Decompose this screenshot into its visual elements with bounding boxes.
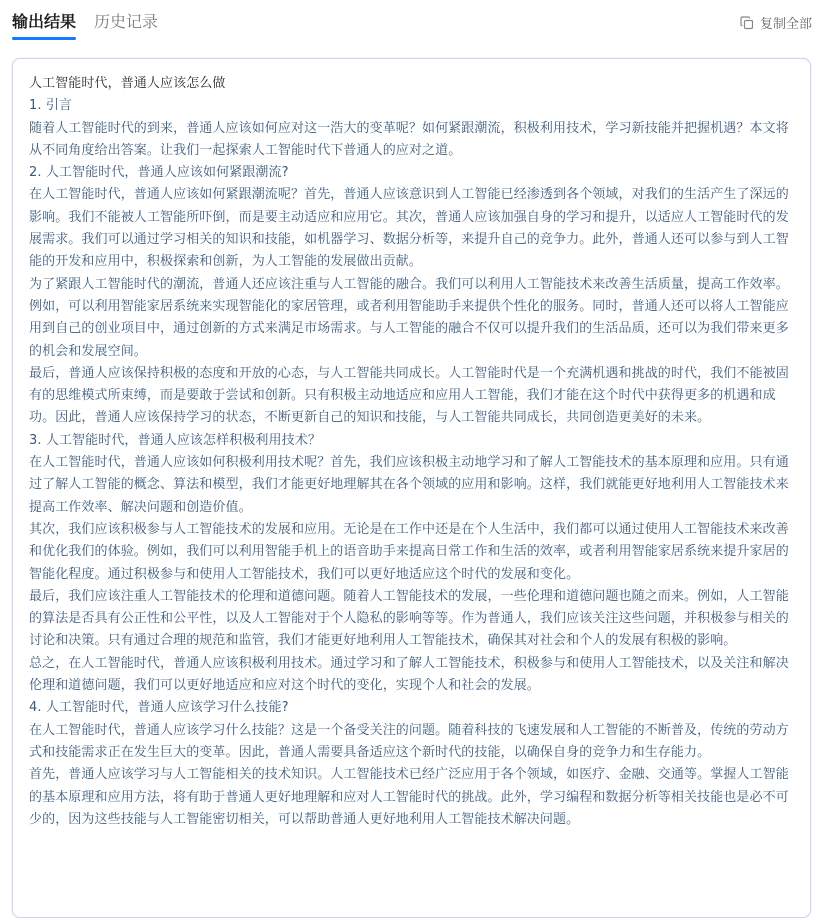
output-line: 1. 引言 (29, 98, 73, 114)
output-line: 最后，普通人应该保持积极的态度和开放的心态，与人工智能共同成长。人工智能时代是一个充满机遇和挑战的时代，我们不能被固有的思维模式所束缚，而是要敢于尝试和创新。只有积极主动地适应和应用人工智能，我们才能在这个时代中获得更多的机遇和成功。因此，普通人应该保持学习的状态，不断更新自己的知识和技能，与人工智能共同成长，共同创造更美好的未来。 (29, 365, 789, 426)
output-line: 2. 人工智能时代，普通人应该如何紧跟潮流? (29, 165, 289, 181)
output-line: 总之，在人工智能时代，普通人应该积极利用技术。通过学习和了解人工智能技术，积极参与和使用人工智能技术，以及关注和解决伦理和道德问题，我们可以更好地适应和应对这个时代的变化，实现个人和社会的发展。 (29, 655, 789, 694)
copy-all-label: 复制全部 (759, 17, 812, 32)
output-line: 最后，我们应该注重人工智能技术的伦理和道德问题。随着人工智能技术的发展，一些伦理和道德问题也随之而来。例如，人工智能的算法是否具有公正性和公平性，以及人工智能对于个人隐私的影响等等。作为普通人，我们应该关注这些问题，并积极参与相关的讨论和决策。只有通过合理的规范和监管，我们才能更好地利用人工智能技术，确保其对社会和个人的发展有积极的影响。 (29, 588, 789, 649)
tab-output-result[interactable]: 输出结果 (12, 10, 76, 34)
output-text (13, 59, 810, 831)
output-line: 4. 人工智能时代，普通人应该学习什么技能? (29, 700, 289, 716)
output-line: 在人工智能时代，普通人应该学习什么技能？这是一个备受关注的问题。随着科技的飞速发展和人工智能的不断普及，传统的劳动方式和技能需求正在发生巨大的变革。因此，普通人需要具备适应这个新时代的技能，以确保自身的竞争力和生存能力。 (29, 722, 789, 760)
output-line: 3. 人工智能时代，普通人应该怎样积极利用技术？ (29, 432, 321, 448)
result-tabs (12, 10, 158, 40)
output-panel (12, 58, 811, 918)
output-line: 其次，我们应该积极参与人工智能技术的发展和应用。无论是在工作中还是在个人生活中，我们都可以通过使用人工智能技术来改善和优化我们的体验。例如，我们可以利用智能手机上的语音助手来提高日常工作和生活的效率，或者利用智能家居系统来提升家居的智能化程度。通过积极参与和使用人工智能技术，我们可以更好地适应这个时代的发展和变化。 (29, 521, 789, 582)
tab-history[interactable]: 历史记录 (94, 12, 159, 31)
output-line: 首先，普通人应该学习与人工智能相关的技术知识。人工智能技术已经广泛应用于各个领域，如医疗、金融、交通等。掌握人工智能的基本原理和应用方法，将有助于普通人更好地理解和应对人工智能时代的挑战。此外，学习编程和数据分析等相关技能也是必不可少的，因为这些技能与人工智能密切相关，可以帮助普通人更好地利用人工智能技术解决问题。 (29, 767, 789, 827)
copy-all-button[interactable] (740, 13, 812, 32)
output-line: 随着人工智能时代的到来，普通人应该如何应对这一浩大的变革呢？如何紧跟潮流，积极利用技术，学习新技能并把握机遇？本文将从不同角度给出答案。让我们一起探索人工智能时代下普通人的应对之道。 (29, 120, 789, 158)
output-line: 在人工智能时代，普通人应该如何积极利用技术呢？首先，我们应该积极主动地学习和了解人工智能技术的基本原理和应用。只有通过了解人工智能的概念、算法和模型，我们才能更好地理解其在各个领域的应用和影响。这样，我们就能更好地利用人工智能技术来提高工作效率、解决问题和创造价值。 (29, 455, 789, 515)
copy-icon (740, 16, 754, 30)
output-line: 人工智能时代，普通人应该怎么做 (29, 76, 226, 91)
output-line: 为了紧跟人工智能时代的潮流，普通人还应该注重与人工智能的融合。我们可以利用人工智能技术来改善生活质量，提高工作效率。例如，可以利用智能家居系统来实现智能化的家居管理，或者利用智能助手来提供个性化的服务。同时，普通人还可以将人工智能应用到自己的创业项目中，通过创新的方式来满足市场需求。与人工智能的融合不仅可以提升我们的生活品质，还可以为我们带来更多的机会和发展空间。 (29, 276, 789, 359)
output-line: 在人工智能时代，普通人应该如何紧跟潮流呢？首先，普通人应该意识到人工智能已经渗透到各个领域，对我们的生活产生了深远的影响。我们不能被人工智能所吓倒，而是要主动适应和应用它。其次，普通人应该加强自身的学习和提升，以适应人工智能时代的发展需求。我们可以通过学习相关的知识和技能，如机器学习、数据分析等，来提升自己的竞争力。此外，普通人还可以参与到人工智能的开发和应用中，积极探索和创新，为人工智能的发展做出贡献。 (29, 187, 789, 270)
